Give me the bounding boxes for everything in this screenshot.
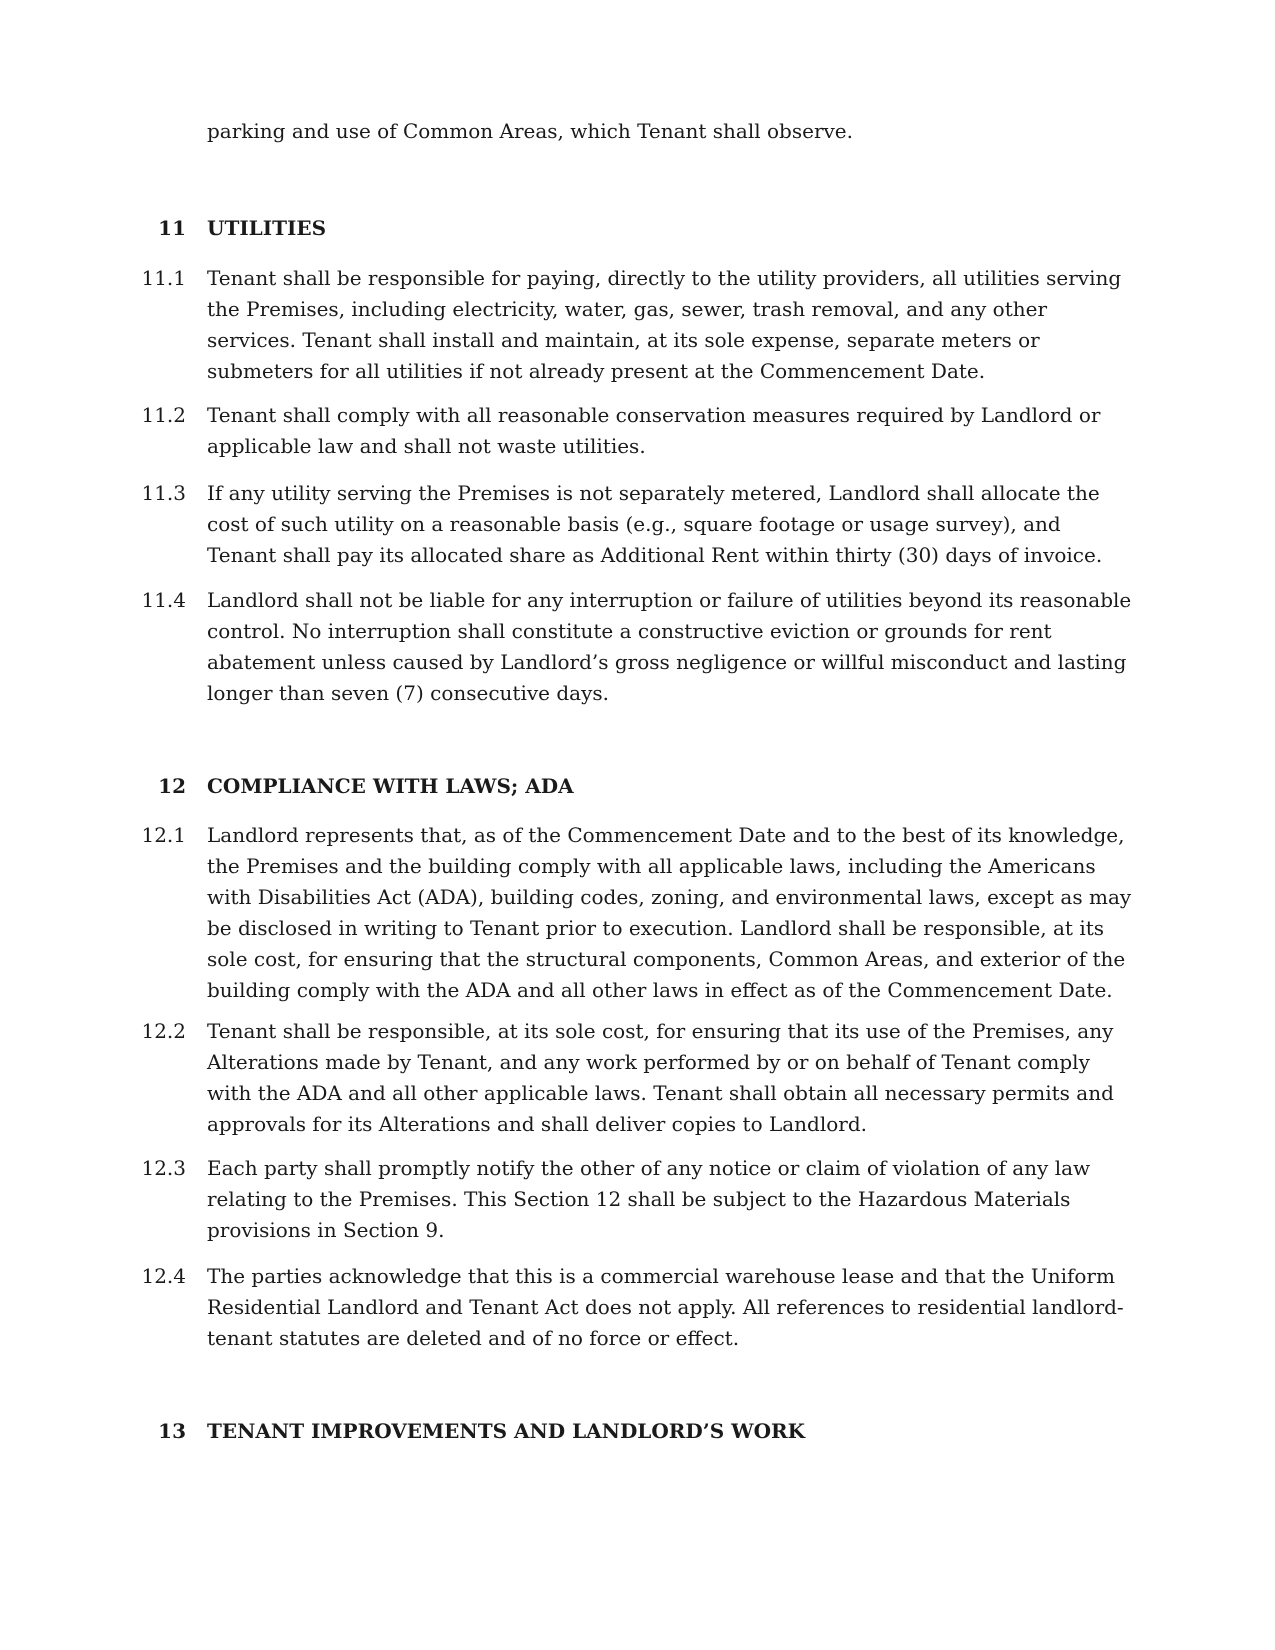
section-title: TENANT IMPROVEMENTS AND LANDLORD’S WORK bbox=[207, 1419, 806, 1443]
clause-number: 12.3 bbox=[141, 1156, 186, 1180]
clause-text: The parties acknowledge that this is a commercial warehouse lease and that the Uniform Residential Landlord and Tenant Act does not apply. All references to residential landlord-tenant statutes are deleted and of no force or effect. bbox=[207, 1264, 1124, 1350]
clause-number: 12.4 bbox=[141, 1264, 186, 1288]
section-title: UTILITIES bbox=[207, 216, 327, 240]
section-number: 13 bbox=[158, 1419, 186, 1443]
clause-number: 11.2 bbox=[141, 403, 186, 427]
section-number: 11 bbox=[158, 216, 186, 240]
clause-text: Tenant shall be responsible, at its sole cost, for ensuring that its use of the Premises, any Alterations made by Tenant, and any work performed by or on behalf of Tenant comply with the ADA and all other applicable laws. Tenant shall obtain all necessary permits and approvals for its Alterations and shall deliver copies to Landlord. bbox=[207, 1019, 1114, 1136]
section-title: COMPLIANCE WITH LAWS; ADA bbox=[207, 774, 574, 798]
continuation-text: parking and use of Common Areas, which Tenant shall observe. bbox=[207, 119, 853, 143]
clause-number: 11.3 bbox=[141, 481, 186, 505]
clause-number: 12.1 bbox=[141, 823, 186, 847]
clause-text: Landlord represents that, as of the Commencement Date and to the best of its knowledge, the Premises and the building comply with all applicable laws, including the Americans with Disabilities Act (ADA), building codes, zoning, and environmental laws, except as may be disclosed in writing to Tenant prior to execution. Landlord shall be responsible, at its sole cost, for ensuring that the structural components, Common Areas, and exterior of the building comply with the ADA and all other laws in effect as of the Commencement Date. bbox=[207, 823, 1132, 1002]
clause-number: 11.4 bbox=[141, 588, 186, 612]
section-number: 12 bbox=[158, 774, 186, 798]
clause-text: Tenant shall be responsible for paying, directly to the utility providers, all utilities serving the Premises, including electricity, water, gas, sewer, trash removal, and any other services. Tenant shall install and maintain, at its sole expense, separate meters or submeters for all utilities if not already present at the Commencement Date. bbox=[207, 266, 1122, 383]
clause-text: If any utility serving the Premises is not separately metered, Landlord shall allocate the cost of such utility on a reasonable basis (e.g., square footage or usage survey), and Tenant shall pay its allocated share as Additional Rent within thirty (30) days of invoice. bbox=[207, 481, 1103, 567]
clause-number: 12.2 bbox=[141, 1019, 186, 1043]
clause-number: 11.1 bbox=[141, 266, 186, 290]
clause-text: Tenant shall comply with all reasonable conservation measures required by Landlord or applicable law and shall not waste utilities. bbox=[207, 403, 1101, 458]
clause-text: Landlord shall not be liable for any interruption or failure of utilities beyond its reasonable control. No interruption shall constitute a constructive eviction or grounds for rent abatement unless caused by Landlord’s gross negligence or willful misconduct and lasting longer than seven (7) consecutive days. bbox=[207, 588, 1132, 705]
clause-text: Each party shall promptly notify the other of any notice or claim of violation of any law relating to the Premises. This Section 12 shall be subject to the Hazardous Materials provisions in Section 9. bbox=[207, 1156, 1091, 1242]
